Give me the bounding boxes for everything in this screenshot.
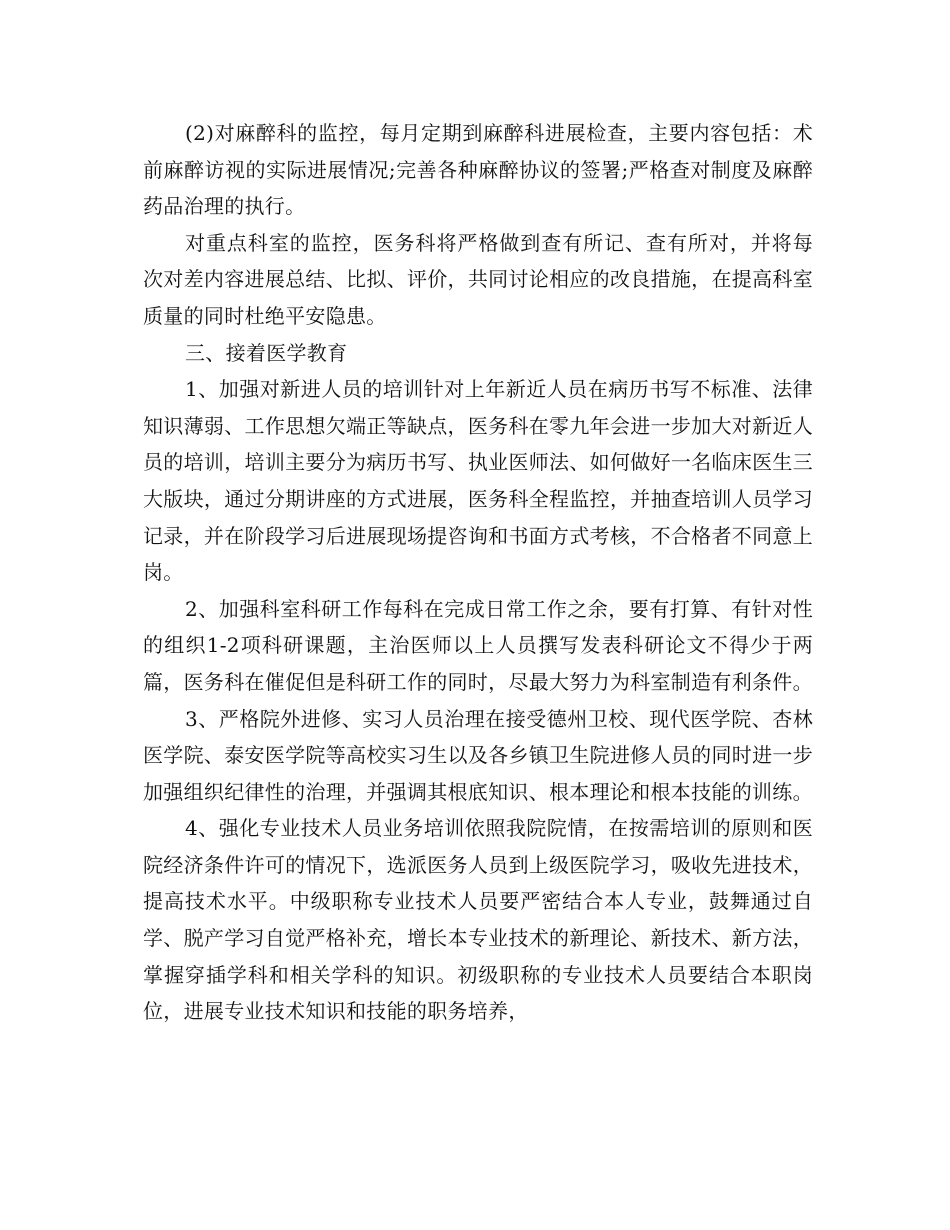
paragraph-department-research: 2、加强科室科研工作每科在完成日常工作之余，要有打算、有针对性的组织1-2项科研课题，主治医师以上人员撰写发表科研论文不得少于两篇，医务科在催促但是科研工作的同时，尽最大努力为科室制造有利条件。	[143, 596, 813, 694]
paragraph-new-staff-training: 1、加强对新进人员的培训针对上年新近人员在病历书写不标准、法律知识薄弱、工作思想欠端正等缺点，医务科在零九年会进一步加大对新近人员的培训，培训主要分为病历书写、执业医师法、如何做好一名临床医生三大版块，通过分期讲座的方式进展，医务科全程监控，并抽查培训人员学习记录，并在阶段学习后进展现场提咨询和书面方式考核，不合格者不同意上岗。	[143, 377, 813, 585]
document-body	[143, 115, 813, 1030]
section-heading-medical-education: 三、接着医学教育	[185, 340, 348, 365]
paragraph-professional-training: 4、强化专业技术人员业务培训依照我院院情，在按需培训的原则和医院经济条件许可的情况下，选派医务人员到上级医院学习，吸收先进技术，提高技术水平。中级职称专业技术人员要严密结合本人专业，鼓舞通过自学、脱产学习自觉严格补充，增长本专业技术的新理论、新技术、新方法，掌握穿插学科和相关学科的知识。初级职称的专业技术人员要结合本职岗位，进展专业技术知识和技能的职务培养，	[143, 816, 813, 1024]
paragraph-trainee-management: 3、严格院外进修、实习人员治理在接受德州卫校、现代医学院、杏林医学院、泰安医学院等高校实习生以及各乡镇卫生院进修人员的同时进一步加强组织纪律性的治理，并强调其根底知识、根本理论和根本技能的训练。	[143, 706, 813, 804]
paragraph-key-department-monitoring: 对重点科室的监控，医务科将严格做到查有所记、查有所对，并将每次对差内容进展总结、比拟、评价，共同讨论相应的改良措施，在提高科室质量的同时杜绝平安隐患。	[143, 230, 813, 328]
paragraph-anesthesia-monitoring: (2)对麻醉科的监控，每月定期到麻醉科进展检查，主要内容包括：术前麻醉访视的实际进展情况;完善各种麻醉协议的签署;严格查对制度及麻醉药品治理的执行。	[143, 121, 813, 219]
